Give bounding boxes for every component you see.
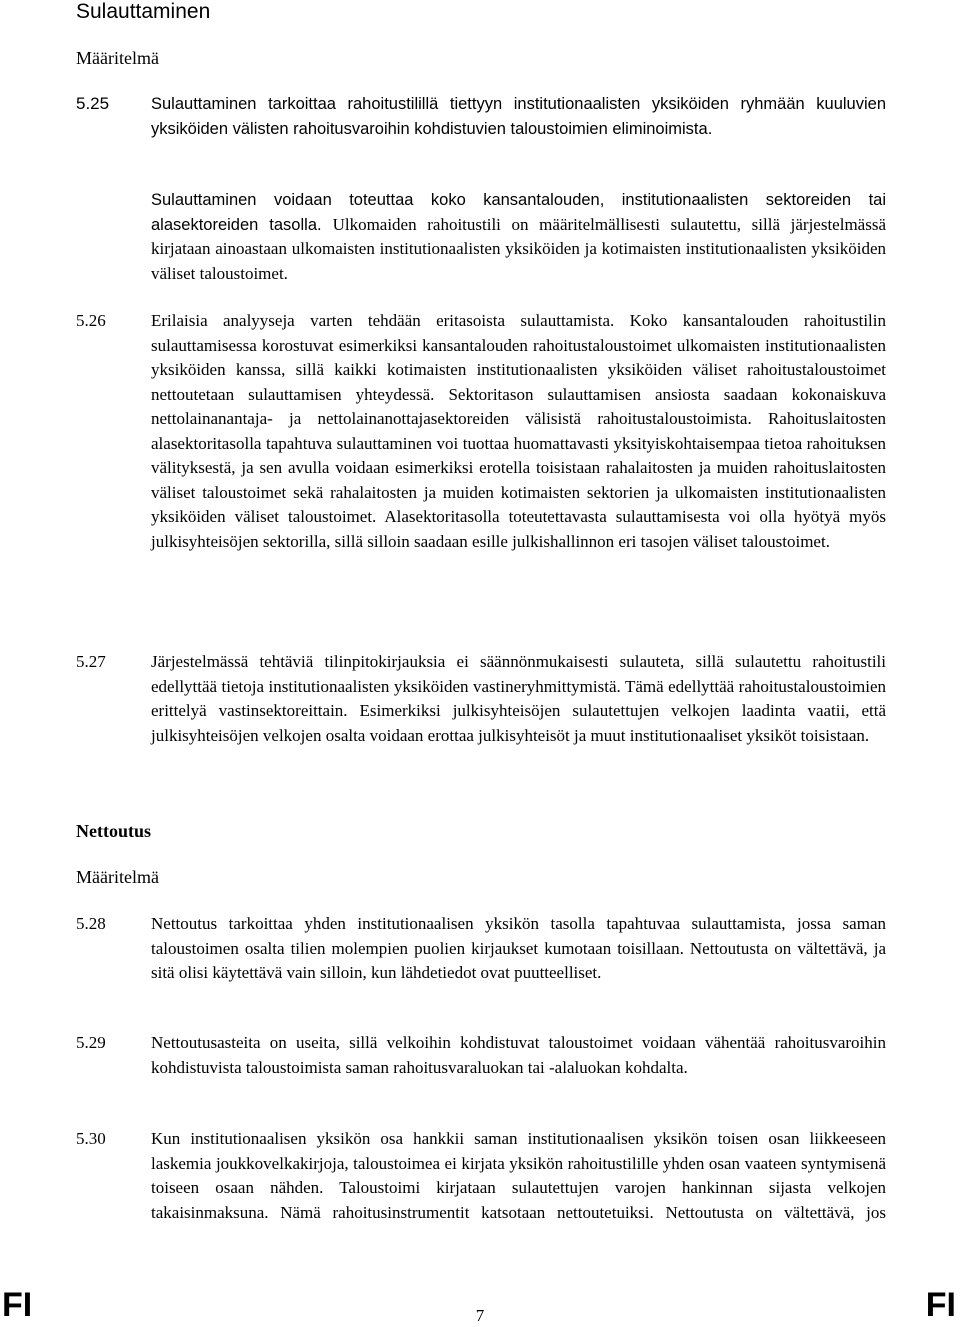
paragraph-number: 5.25 (76, 94, 110, 113)
page-number: 7 (475, 1306, 485, 1325)
definition-label: Määritelmä (76, 48, 159, 68)
paragraph-number: 5.28 (76, 914, 106, 933)
footer-language-left: FI (2, 1286, 33, 1324)
paragraph-number: 5.30 (76, 1129, 106, 1148)
paragraph-text: Erilaisia analyyseja varten tehdään eritasoista sulauttamista. Koko kansantalouden rahoitustilin sulauttamisessa korostuvat esimerkiksi kansantalouden rahoitustaloustoimet ulkomaisten institutionaalisten yksiköiden kanssa, sillä kaikki kotimaisten institutionaalisten yksiköiden väliset rahoitustaloustoimet nettoutetaan sulauttamisen yhteydessä. Sektoritason sulauttamisen ansiosta saadaan kokonaiskuva nettolainanantaja- ja nettolainanottajasektoreiden välisistä rahoitustaloustoimista. Rahoituslaitosten alasektoritasolla tapahtuva sulauttaminen voi tuottaa huomattavasti yksityiskohtaisempaa tietoa rahoituksen välityksestä, ja sen avulla voidaan esimerkiksi erotella toisistaan rahalaitosten ja muiden rahoituslaitosten väliset taloustoimet sekä rahalaitosten ja muiden kotimaisten sektorien ja ulkomaisten institutionaalisten yksiköiden väliset taloustoimet. Alasektoritasolla toteutettavasta sulauttamisesta voi olla hyötyä myös julkisyhteisöjen sektorilla, sillä silloin saadaan esille julkishallinnon eri tasojen väliset taloustoimet. (151, 311, 886, 551)
paragraph-number: 5.27 (76, 652, 106, 671)
footer-language-right: FI (925, 1286, 956, 1324)
definition-label: Määritelmä (76, 867, 159, 887)
section-title: Sulauttaminen (76, 0, 211, 23)
paragraph-text: Sulauttaminen tarkoittaa rahoitustilillä tiettyyn institutionaalisten yksiköiden ryhmään kuuluvien yksiköiden välisten rahoitusvaroihin kohdistuvien taloustoimien eliminoimista. (151, 95, 886, 138)
paragraph-number: 5.26 (76, 311, 106, 330)
paragraph-text: Järjestelmässä tehtäviä tilinpitokirjauksia ei säännönmukaisesti sulauteta, sillä sulautettu rahoitustili edellyttää tietoja institutionaalisten yksiköiden vastineryhmittymistä. Tämä edellyttää rahoitustaloustoimien erittelyä vastinsektoreittain. Esimerkiksi julkisyhteisöjen sulautettujen velkojen laadinta vaatii, että julkisyhteisöjen velkojen osalta voidaan erottaa julkisyhteisöt ja muut institutionaaliset yksiköt toisistaan. (151, 652, 886, 745)
paragraph-text-sans: Sulauttaminen voidaan toteuttaa koko kansantalouden, institutionaalisten sektoreiden tai alasektoreiden tasolla. (151, 191, 886, 234)
paragraph-text: Kun institutionaalisen yksikön osa hankkii saman institutionaalisen yksikön toisen osan liikkeeseen laskemia joukkovelkakirjoja, taloustoimea ei kirjata yksikön rahoitustilille yhden osan vaateen syntymisenä toiseen osaan nähden. Taloustoimi kirjataan sulautettujen varojen hankinnan sijasta velkojen takaisinmaksuna. Nämä rahoitusinstrumentit katsotaan nettoutetuiksi. Nettoutusta on vältettävä, jos (151, 1129, 886, 1222)
paragraph-text-serif: Ulkomaiden rahoitustili on määritelmällisesti sulautettu, sillä järjestelmässä kirjataan ainoastaan ulkomaisten institutionaalisten yksiköiden ja kotimaisten institutionaalisten yksiköiden väliset taloustoimet. (151, 214, 886, 283)
paragraph-number: 5.29 (76, 1033, 106, 1052)
subsection-title: Nettoutus (76, 821, 151, 841)
paragraph-text: Nettoutus tarkoittaa yhden institutionaalisen yksikön tasolla tapahtuvaa sulauttamista, jossa saman taloustoimen osalta tilien molempien puolien kirjaukset kumotaan toisillaan. Nettoutusta on vältettävä, ja sitä olisi käytettävä vain silloin, kun lähdetiedot ovat puutteelliset. (151, 914, 886, 982)
paragraph-5-25-continued (151, 188, 886, 286)
paragraph-text: Nettoutusasteita on useita, sillä velkoihin kohdistuvat taloustoimet voidaan vähentää rahoitusvaroihin kohdistuvista taloustoimista saman rahoitusvaraluokan tai -alaluokan kohdalta. (151, 1033, 886, 1077)
